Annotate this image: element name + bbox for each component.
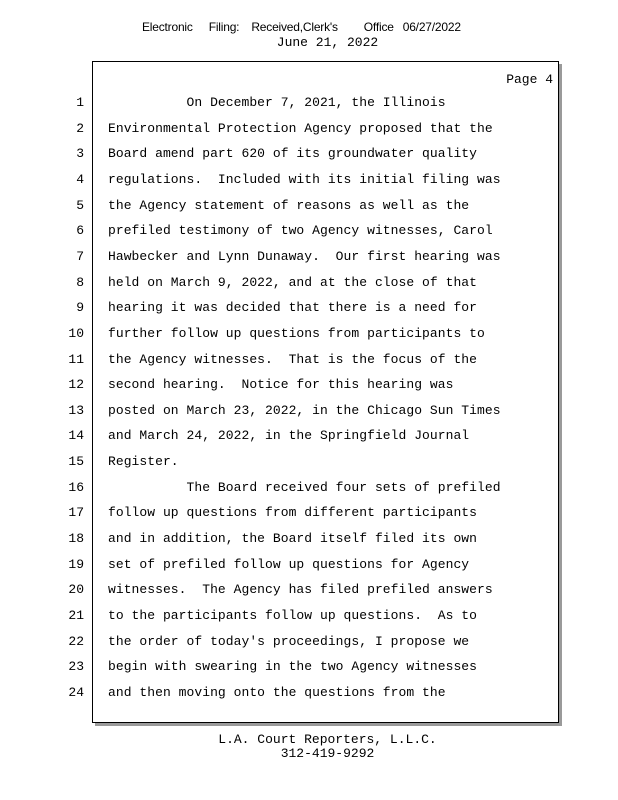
stamp-date: 06/27/2022 <box>402 20 461 34</box>
line-number: 19 <box>68 557 84 572</box>
line-number: 2 <box>76 121 84 136</box>
line-text: Board amend part 620 of its groundwater quality <box>108 146 478 161</box>
line-text: set of prefiled follow up questions for Agency <box>108 557 470 572</box>
line-number: 7 <box>76 249 84 264</box>
line-number: 21 <box>68 608 84 623</box>
line-text: follow up questions from different participants <box>108 505 478 520</box>
line-text: second hearing. Notice for this hearing was <box>108 377 454 392</box>
stamp-office: Office <box>363 20 394 34</box>
line-text: hearing it was decided that there is a need for <box>108 300 478 315</box>
line-text: regulations. Included with its initial filing was <box>108 172 501 187</box>
line-text: Environmental Protection Agency proposed that the <box>108 121 493 136</box>
line-number: 14 <box>68 428 84 443</box>
footer-company: L.A. Court Reporters, L.L.C. <box>218 732 437 747</box>
line-number: 3 <box>76 146 84 161</box>
stamp-electronic: Electronic <box>142 20 193 34</box>
line-text: held on March 9, 2022, and at the close of that <box>108 275 478 290</box>
line-number: 24 <box>68 685 84 700</box>
line-number: 8 <box>76 275 84 290</box>
line-number: 16 <box>68 480 84 495</box>
page-number: Page 4 <box>506 72 553 87</box>
line-text: to the participants follow up questions. As to <box>108 608 478 623</box>
line-text: posted on March 23, 2022, in the Chicago Sun Times <box>108 403 501 418</box>
line-number: 13 <box>68 403 84 418</box>
line-number: 4 <box>76 172 84 187</box>
line-text: and March 24, 2022, in the Springfield Journal <box>108 428 470 443</box>
line-text: the order of today's proceedings, I propose we <box>108 634 470 649</box>
line-number: 23 <box>68 659 84 674</box>
line-number: 20 <box>68 582 84 597</box>
line-number: 1 <box>76 95 84 110</box>
line-number: 6 <box>76 223 84 238</box>
line-number: 22 <box>68 634 84 649</box>
line-number: 17 <box>68 505 84 520</box>
line-text: Register. <box>108 454 179 469</box>
electronic-filing-stamp <box>142 20 461 34</box>
line-text: prefiled testimony of two Agency witnesses, Carol <box>108 223 493 238</box>
line-number: 9 <box>76 300 84 315</box>
line-text: further follow up questions from participants to <box>108 326 485 341</box>
line-text: witnesses. The Agency has filed prefiled answers <box>108 582 493 597</box>
line-number: 11 <box>68 352 84 367</box>
line-text: and then moving onto the questions from the <box>108 685 446 700</box>
line-number: 10 <box>68 326 84 341</box>
stamp-filing: Filing: <box>208 20 240 34</box>
line-text: and in addition, the Board itself filed its own <box>108 531 478 546</box>
line-text: On December 7, 2021, the Illinois <box>108 95 446 110</box>
line-text: The Board received four sets of prefiled <box>108 480 501 495</box>
line-number: 12 <box>68 377 84 392</box>
stamp-received: Received,Clerk's <box>251 20 338 34</box>
line-number: 5 <box>76 198 84 213</box>
transcript-date: June 21, 2022 <box>276 35 379 50</box>
line-number: 18 <box>68 531 84 546</box>
line-text: the Agency witnesses. That is the focus of the <box>108 352 478 367</box>
line-text: begin with swearing in the two Agency witnesses <box>108 659 478 674</box>
footer-phone: 312-419-9292 <box>280 746 375 761</box>
line-text: Hawbecker and Lynn Dunaway. Our first hearing was <box>108 249 501 264</box>
line-number: 15 <box>68 454 84 469</box>
line-text: the Agency statement of reasons as well as the <box>108 198 470 213</box>
